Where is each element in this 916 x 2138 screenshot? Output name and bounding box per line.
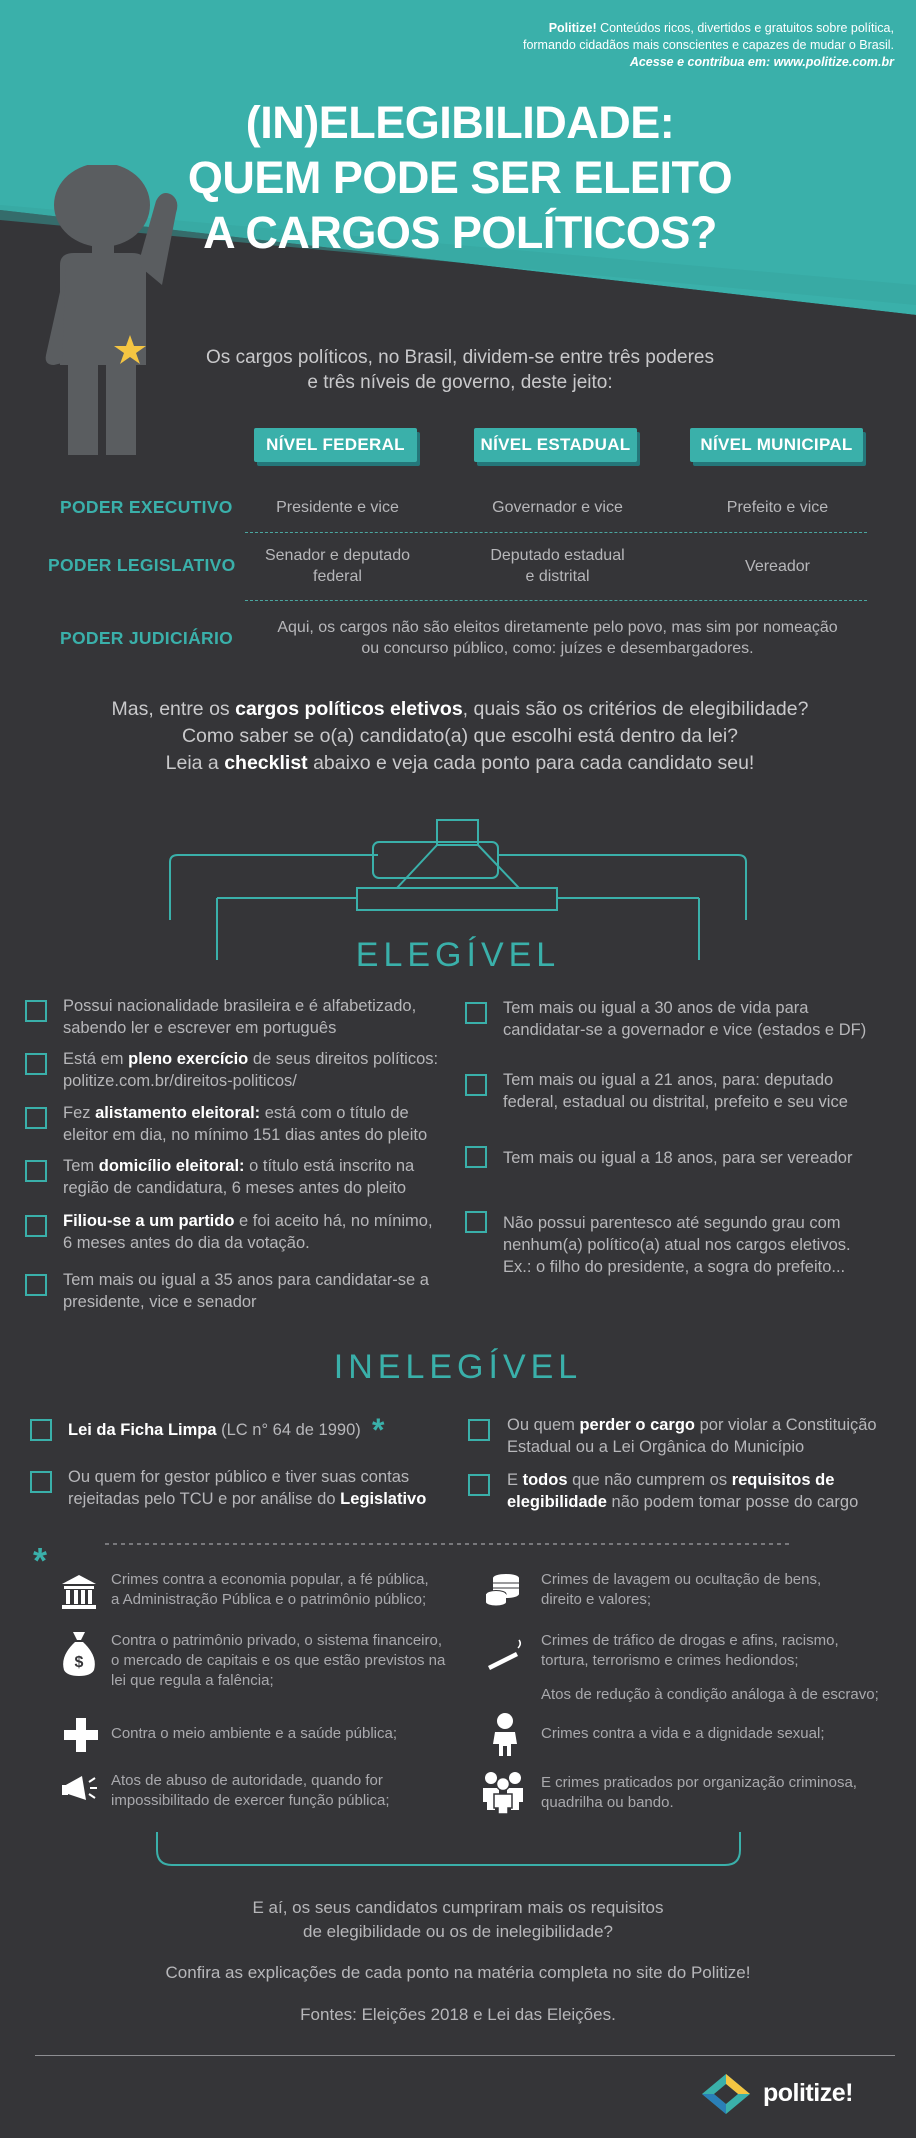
checklist-line: Tem mais ou igual a 21 anos, para: deputado bbox=[503, 1071, 834, 1089]
checklist-item bbox=[503, 1147, 903, 1169]
title-line-1: (IN)ELEGIBILIDADE: bbox=[245, 97, 675, 148]
crime-line: Atos de redução à condição análoga à de escravo; bbox=[541, 1686, 879, 1703]
checklist-item bbox=[63, 1102, 463, 1146]
checklist-bold: Filiou-se a um partido bbox=[63, 1212, 235, 1230]
legislativo-federal-line-1: Senador e deputado bbox=[264, 547, 410, 564]
question-line-2: Como saber se o(a) candidato(a) que escolhi está dentro da lei? bbox=[181, 725, 739, 747]
legislativo-federal-cell bbox=[245, 545, 430, 587]
checklist-line: Ex.: o filho do presidente, a sogra do prefeito... bbox=[503, 1258, 846, 1276]
checkbox[interactable] bbox=[465, 1002, 487, 1024]
checklist-line: Tem mais ou igual a 18 anos, para ser vereador bbox=[503, 1149, 853, 1167]
checkbox[interactable] bbox=[30, 1471, 52, 1493]
checklist-line: Tem mais ou igual a 30 anos de vida para bbox=[503, 999, 809, 1017]
todos-item bbox=[507, 1469, 907, 1513]
checkbox[interactable] bbox=[25, 1053, 47, 1075]
crime-item bbox=[111, 1724, 471, 1744]
checklist-text: Tem bbox=[63, 1157, 99, 1175]
checklist-line: federal, estadual ou distrital, prefeito e seu vice bbox=[503, 1093, 848, 1111]
checkbox[interactable] bbox=[465, 1146, 487, 1168]
power-legislativo-label: PODER LEGISLATIVO bbox=[48, 555, 236, 575]
checkbox[interactable] bbox=[25, 1215, 47, 1237]
todos-text: E bbox=[507, 1471, 523, 1489]
closing-line-1: E aí, os seus candidatos cumpriram mais os requisitos bbox=[252, 1898, 664, 1917]
todos-text: não podem tomar posse do cargo bbox=[606, 1493, 859, 1511]
crimes-asterisk: * bbox=[33, 1540, 48, 1581]
checklist-line: nenhum(a) político(a) atual nos cargos eletivos. bbox=[503, 1236, 851, 1254]
cargo-text: Ou quem bbox=[507, 1416, 580, 1434]
checklist-item bbox=[503, 997, 903, 1041]
crime-item bbox=[111, 1631, 471, 1691]
money-bag-icon bbox=[60, 1630, 98, 1678]
level-municipal-badge: NÍVEL MUNICIPAL bbox=[690, 428, 863, 462]
crime-line: Crimes de lavagem ou ocultação de bens, bbox=[541, 1571, 822, 1588]
politician-figure-icon bbox=[40, 165, 200, 455]
level-estadual-badge: NÍVEL ESTADUAL bbox=[474, 428, 637, 462]
table-divider bbox=[245, 600, 867, 601]
gestor-bold: Legislativo bbox=[340, 1490, 427, 1508]
title-line-3: A CARGOS POLÍTICOS? bbox=[203, 207, 717, 258]
crime-line: tortura, terrorismo e crimes hediondos; bbox=[541, 1652, 799, 1669]
crime-line: a Administração Pública e o patrimônio público; bbox=[111, 1591, 427, 1608]
crime-item bbox=[541, 1773, 901, 1813]
ficha-limpa-bold: Lei da Ficha Limpa bbox=[68, 1421, 217, 1439]
checklist-text: Está em bbox=[63, 1050, 129, 1068]
crime-line: E crimes praticados por organização criminosa, bbox=[541, 1774, 857, 1791]
question-text-part: , quais são os critérios de elegibilidade? bbox=[462, 698, 809, 720]
closing-question bbox=[100, 1896, 816, 1944]
crime-item bbox=[111, 1771, 471, 1811]
checklist-text: de seus direitos políticos: bbox=[248, 1050, 439, 1068]
checklist-link[interactable]: politize.com.br/direitos-politicos/ bbox=[63, 1072, 297, 1090]
cargo-line-2: Estadual ou a Lei Orgânica do Município bbox=[507, 1438, 805, 1456]
intro-text bbox=[180, 345, 740, 395]
executivo-federal-cell: Presidente e vice bbox=[276, 499, 399, 516]
politize-logo-text: politize! bbox=[763, 2079, 853, 2107]
crime-line: Crimes contra a economia popular, a fé pública, bbox=[111, 1571, 429, 1588]
cigarette-icon bbox=[486, 1636, 524, 1674]
crime-item bbox=[541, 1685, 916, 1705]
checklist-line: 6 meses antes do dia da votação. bbox=[63, 1234, 310, 1252]
megaphone-icon bbox=[60, 1770, 98, 1808]
gestor-text: rejeitadas pelo TCU e por análise do bbox=[68, 1490, 341, 1508]
judiciario-line-1: Aqui, os cargos não são eleitos diretamente pelo povo, mas sim por nomeação bbox=[277, 619, 838, 636]
person-icon bbox=[486, 1712, 524, 1758]
crime-line: lei que regula a falência; bbox=[111, 1672, 274, 1689]
crime-line: impossibilitado de exercer função pública; bbox=[111, 1792, 390, 1809]
footer-divider bbox=[35, 2055, 895, 2056]
checklist-line: sabendo ler e escrever em português bbox=[63, 1019, 337, 1037]
judiciario-cell bbox=[245, 617, 870, 659]
closing-sources: Fontes: Eleições 2018 e Lei das Eleições. bbox=[300, 2005, 616, 2024]
checklist-line: presidente, vice e senador bbox=[63, 1293, 257, 1311]
checkbox[interactable] bbox=[468, 1419, 490, 1441]
checkbox[interactable] bbox=[25, 1000, 47, 1022]
crime-line: direito e valores; bbox=[541, 1591, 652, 1608]
question-text-part: Mas, entre os bbox=[111, 698, 236, 720]
ficha-limpa-asterisk: * bbox=[372, 1412, 385, 1448]
header-tagline bbox=[334, 20, 894, 71]
crime-line: Contra o meio ambiente e a saúde pública; bbox=[111, 1725, 398, 1742]
question-bold: checklist bbox=[224, 752, 308, 774]
tagline-site-link[interactable]: Acesse e contribua em: www.politize.com.br bbox=[629, 55, 894, 69]
perder-cargo-item bbox=[507, 1414, 907, 1458]
checklist-line: eleitor em dia, no mínimo 151 dias antes do pleito bbox=[63, 1126, 428, 1144]
checklist-item bbox=[63, 1155, 463, 1199]
checklist-text: está com o título de bbox=[260, 1104, 409, 1122]
cargo-text: por violar a Constituição bbox=[695, 1416, 877, 1434]
executivo-estadual-cell: Governador e vice bbox=[492, 499, 623, 516]
crime-item bbox=[541, 1570, 901, 1610]
checklist-line: Não possui parentesco até segundo grau com bbox=[503, 1214, 841, 1232]
crime-line: o mercado de capitais e os que estão previstos na bbox=[111, 1652, 446, 1669]
tagline-text: Conteúdos ricos, divertidos e gratuitos sobre política, bbox=[596, 21, 894, 35]
question-text bbox=[60, 696, 860, 777]
inelegivel-section-title: INELEGÍVEL bbox=[333, 1348, 583, 1386]
closing-line-2: de elegibilidade ou os de inelegibilidade? bbox=[302, 1922, 614, 1941]
checklist-item bbox=[63, 1210, 463, 1254]
gestor-line-1: Ou quem for gestor público e tiver suas contas bbox=[68, 1468, 410, 1486]
checkbox[interactable] bbox=[25, 1107, 47, 1129]
crime-line: Crimes de tráfico de drogas e afins, racismo, bbox=[541, 1632, 839, 1649]
checkbox[interactable] bbox=[30, 1419, 52, 1441]
checkbox[interactable] bbox=[468, 1474, 490, 1496]
legislativo-estadual-line-1: Deputado estadual bbox=[490, 547, 625, 564]
gestor-item bbox=[68, 1466, 468, 1510]
ficha-limpa-item bbox=[68, 1419, 448, 1441]
crime-item bbox=[541, 1631, 901, 1671]
power-executivo-label: PODER EXECUTIVO bbox=[60, 497, 233, 517]
tagline-brand: Politize! bbox=[548, 21, 597, 35]
page-title bbox=[160, 95, 760, 260]
cargo-bold: perder o cargo bbox=[579, 1416, 696, 1434]
crime-line: Contra o patrimônio privado, o sistema financeiro, bbox=[111, 1632, 442, 1649]
executivo-municipal-cell: Prefeito e vice bbox=[726, 499, 829, 516]
checklist-bold: pleno exercício bbox=[128, 1050, 249, 1068]
level-federal-badge: NÍVEL FEDERAL bbox=[254, 428, 417, 462]
power-judiciario-label: PODER JUDICIÁRIO bbox=[60, 628, 234, 648]
checklist-line: Tem mais ou igual a 35 anos para candidatar-se a bbox=[63, 1271, 429, 1289]
cross-icon bbox=[62, 1716, 100, 1754]
table-divider bbox=[245, 532, 867, 533]
intro-line-2: e três níveis de governo, deste jeito: bbox=[307, 372, 613, 393]
checkbox[interactable] bbox=[25, 1274, 47, 1296]
checklist-line: região de candidatura, 6 meses antes do pleito bbox=[63, 1179, 407, 1197]
checklist-text: Fez bbox=[63, 1104, 96, 1122]
checklist-item bbox=[63, 995, 463, 1039]
crime-line: quadrilha ou bando. bbox=[541, 1794, 674, 1811]
crime-line: Atos de abuso de autoridade, quando for bbox=[111, 1772, 383, 1789]
tagline-line2: formando cidadãos mais conscientes e capazes de mudar o Brasil. bbox=[522, 38, 894, 52]
question-text-part: Leia a bbox=[165, 752, 225, 774]
checklist-line: Possui nacionalidade brasileira e é alfabetizado, bbox=[63, 997, 417, 1015]
bank-icon bbox=[60, 1573, 98, 1611]
checklist-bold: alistamento eleitoral: bbox=[95, 1104, 261, 1122]
todos-bold: requisitos de bbox=[731, 1471, 835, 1489]
checkbox[interactable] bbox=[465, 1074, 487, 1096]
todos-bold: todos bbox=[522, 1471, 568, 1489]
ficha-limpa-text: (LC n° 64 de 1990) bbox=[216, 1421, 361, 1439]
checklist-line: candidatar-se a governador e vice (estados e DF) bbox=[503, 1021, 867, 1039]
question-text-part: abaixo e veja cada ponto para cada candidato seu! bbox=[307, 752, 755, 774]
crime-item bbox=[541, 1724, 901, 1744]
group-icon bbox=[480, 1768, 526, 1814]
legislativo-municipal-cell: Vereador bbox=[745, 558, 810, 575]
legislativo-estadual-cell bbox=[465, 545, 650, 587]
legislativo-federal-line-2: federal bbox=[313, 568, 362, 585]
crime-item bbox=[111, 1570, 471, 1610]
svg-text:$: $ bbox=[74, 1654, 84, 1671]
closing-confira: Confira as explicações de cada ponto na matéria completa no site do Politize! bbox=[165, 1963, 751, 1982]
checklist-item bbox=[63, 1048, 463, 1092]
todos-bold: elegibilidade bbox=[507, 1493, 607, 1511]
crime-line: Crimes contra a vida e a dignidade sexual; bbox=[541, 1725, 825, 1742]
checklist-bold: domicílio eleitoral: bbox=[98, 1157, 245, 1175]
checklist-text: o título está inscrito na bbox=[244, 1157, 415, 1175]
checklist-text: e foi aceito há, no mínimo, bbox=[234, 1212, 433, 1230]
judiciario-line-2: ou concurso público, como: juízes e desembargadores. bbox=[361, 640, 754, 657]
checkbox[interactable] bbox=[465, 1211, 487, 1233]
intro-line-1: Os cargos políticos, no Brasil, dividem-se entre três poderes bbox=[206, 347, 714, 368]
question-bold: cargos políticos eletivos bbox=[235, 698, 463, 720]
legislativo-estadual-line-2: e distrital bbox=[525, 568, 590, 585]
todos-text: que não cumprem os bbox=[567, 1471, 732, 1489]
checklist-item bbox=[503, 1212, 913, 1278]
checklist-item bbox=[503, 1069, 903, 1113]
checkbox[interactable] bbox=[25, 1160, 47, 1182]
title-line-2: QUEM PODE SER ELEITO bbox=[187, 152, 733, 203]
politize-logo[interactable] bbox=[698, 2072, 898, 2116]
elegivel-section-title: ELEGÍVEL bbox=[355, 936, 561, 974]
checklist-item bbox=[63, 1269, 463, 1313]
politize-logo-icon bbox=[698, 2072, 758, 2116]
coins-icon bbox=[484, 1570, 522, 1608]
